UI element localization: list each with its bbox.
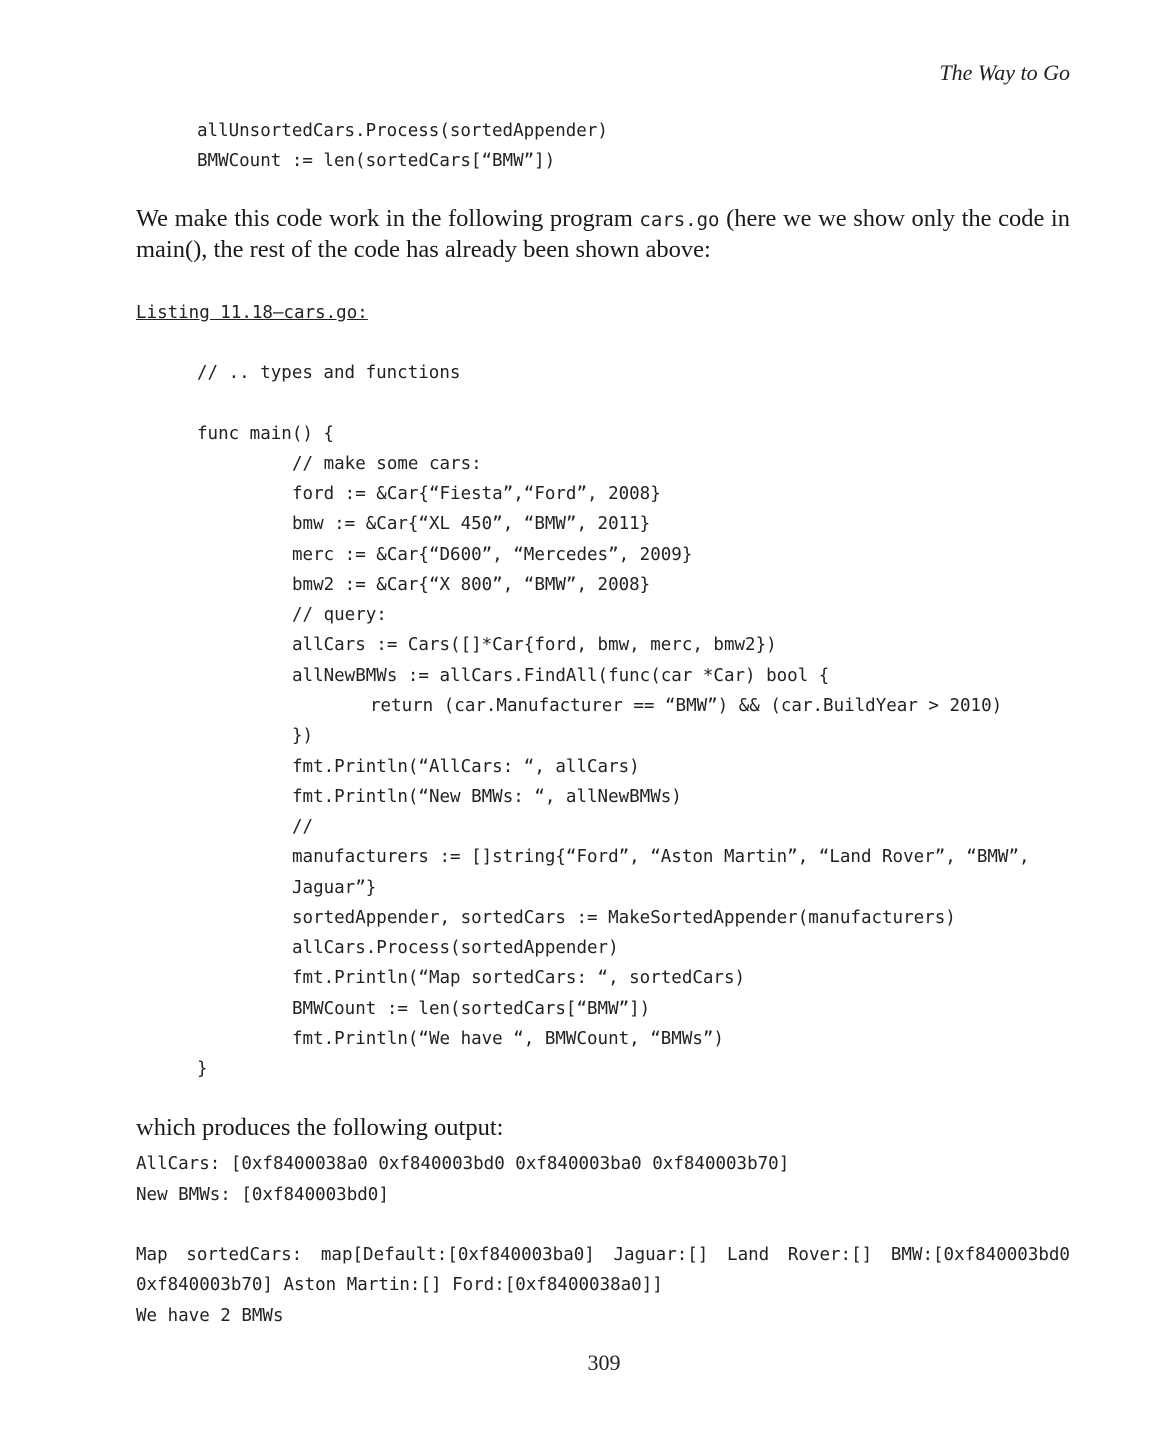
code-line: allCars.Process(sortedAppender)	[292, 938, 619, 958]
listing-title: Listing 11.18—cars.go:	[136, 303, 368, 323]
intro-text-after: (here we we show only the code in main(), the rest of the code has already been shown above:	[136, 205, 1070, 263]
code-line: bmw := &Car{“XL 450”, “BMW”, 2011}	[292, 514, 651, 534]
code-line: allNewBMWs := allCars.FindAll(func(car *Car) bool {	[292, 666, 830, 686]
code-line: merc := &Car{“D600”, “Mercedes”, 2009}	[292, 545, 693, 565]
code-line: })	[292, 726, 314, 746]
code-func-open: func main() {	[197, 424, 334, 444]
output-line-1: AllCars: [0xf8400038a0 0xf840003bd0 0xf840003ba0 0xf840003b70]	[136, 1154, 790, 1174]
running-header: The Way to Go	[939, 60, 1070, 85]
output-line-4: 0xf840003b70] Aston Martin:[] Ford:[0xf8400038a0]]	[136, 1275, 663, 1295]
output-word: map[Default:[0xf840003ba0]	[320, 1245, 595, 1265]
code-line: // make some cars:	[292, 454, 482, 474]
code-line-top-1: allUnsortedCars.Process(sortedAppender)	[197, 121, 608, 141]
intro-text-before: We make this code work in the following program	[136, 205, 640, 232]
code-line: //	[292, 817, 314, 837]
output-line-2: New BMWs: [0xf840003bd0]	[136, 1185, 389, 1205]
code-line: sortedAppender, sortedCars := MakeSortedAppender(manufacturers)	[292, 908, 956, 928]
output-word: Rover:[]	[787, 1245, 873, 1265]
code-line: ford := &Car{“Fiesta”,“Ford”, 2008}	[292, 484, 661, 504]
code-func-close: }	[197, 1059, 208, 1079]
code-line: fmt.Println(“New BMWs: “, allNewBMWs)	[292, 787, 682, 807]
code-comment-types: // .. types and functions	[197, 363, 461, 383]
code-line-top-2: BMWCount := len(sortedCars[“BMW”])	[197, 151, 556, 171]
intro-paragraph	[136, 204, 1070, 265]
intro-filename: cars.go	[639, 209, 720, 231]
code-line: // query:	[292, 605, 387, 625]
code-line: bmw2 := &Car{“X 800”, “BMW”, 2008}	[292, 575, 651, 595]
code-line: BMWCount := len(sortedCars[“BMW”])	[292, 999, 651, 1019]
code-line: fmt.Println(“Map sortedCars: “, sortedCars)	[292, 968, 746, 988]
code-line: allCars := Cars([]*Car{ford, bmw, merc, bmw2})	[292, 635, 777, 655]
output-line-3	[136, 1245, 1070, 1265]
output-word: sortedCars:	[186, 1245, 303, 1265]
page-number: 309	[587, 1350, 621, 1375]
output-word: Jaguar:[]	[613, 1245, 709, 1265]
output-line-5: We have 2 BMWs	[136, 1306, 284, 1326]
code-line: manufacturers := []string{“Ford”, “Aston Martin”, “Land Rover”, “BMW”,	[292, 847, 1030, 867]
output-word: Land	[727, 1245, 770, 1265]
code-line: fmt.Println(“AllCars: “, allCars)	[292, 757, 640, 777]
code-line: Jaguar”}	[292, 878, 377, 898]
code-line: return (car.Manufacturer == “BMW”) && (car.BuildYear > 2010)	[370, 696, 1003, 716]
output-word: Map	[136, 1245, 168, 1265]
output-word: BMW:[0xf840003bd0	[890, 1245, 1070, 1265]
code-line: fmt.Println(“We have “, BMWCount, “BMWs”)	[292, 1029, 724, 1049]
output-intro: which produces the following output:	[136, 1114, 504, 1141]
